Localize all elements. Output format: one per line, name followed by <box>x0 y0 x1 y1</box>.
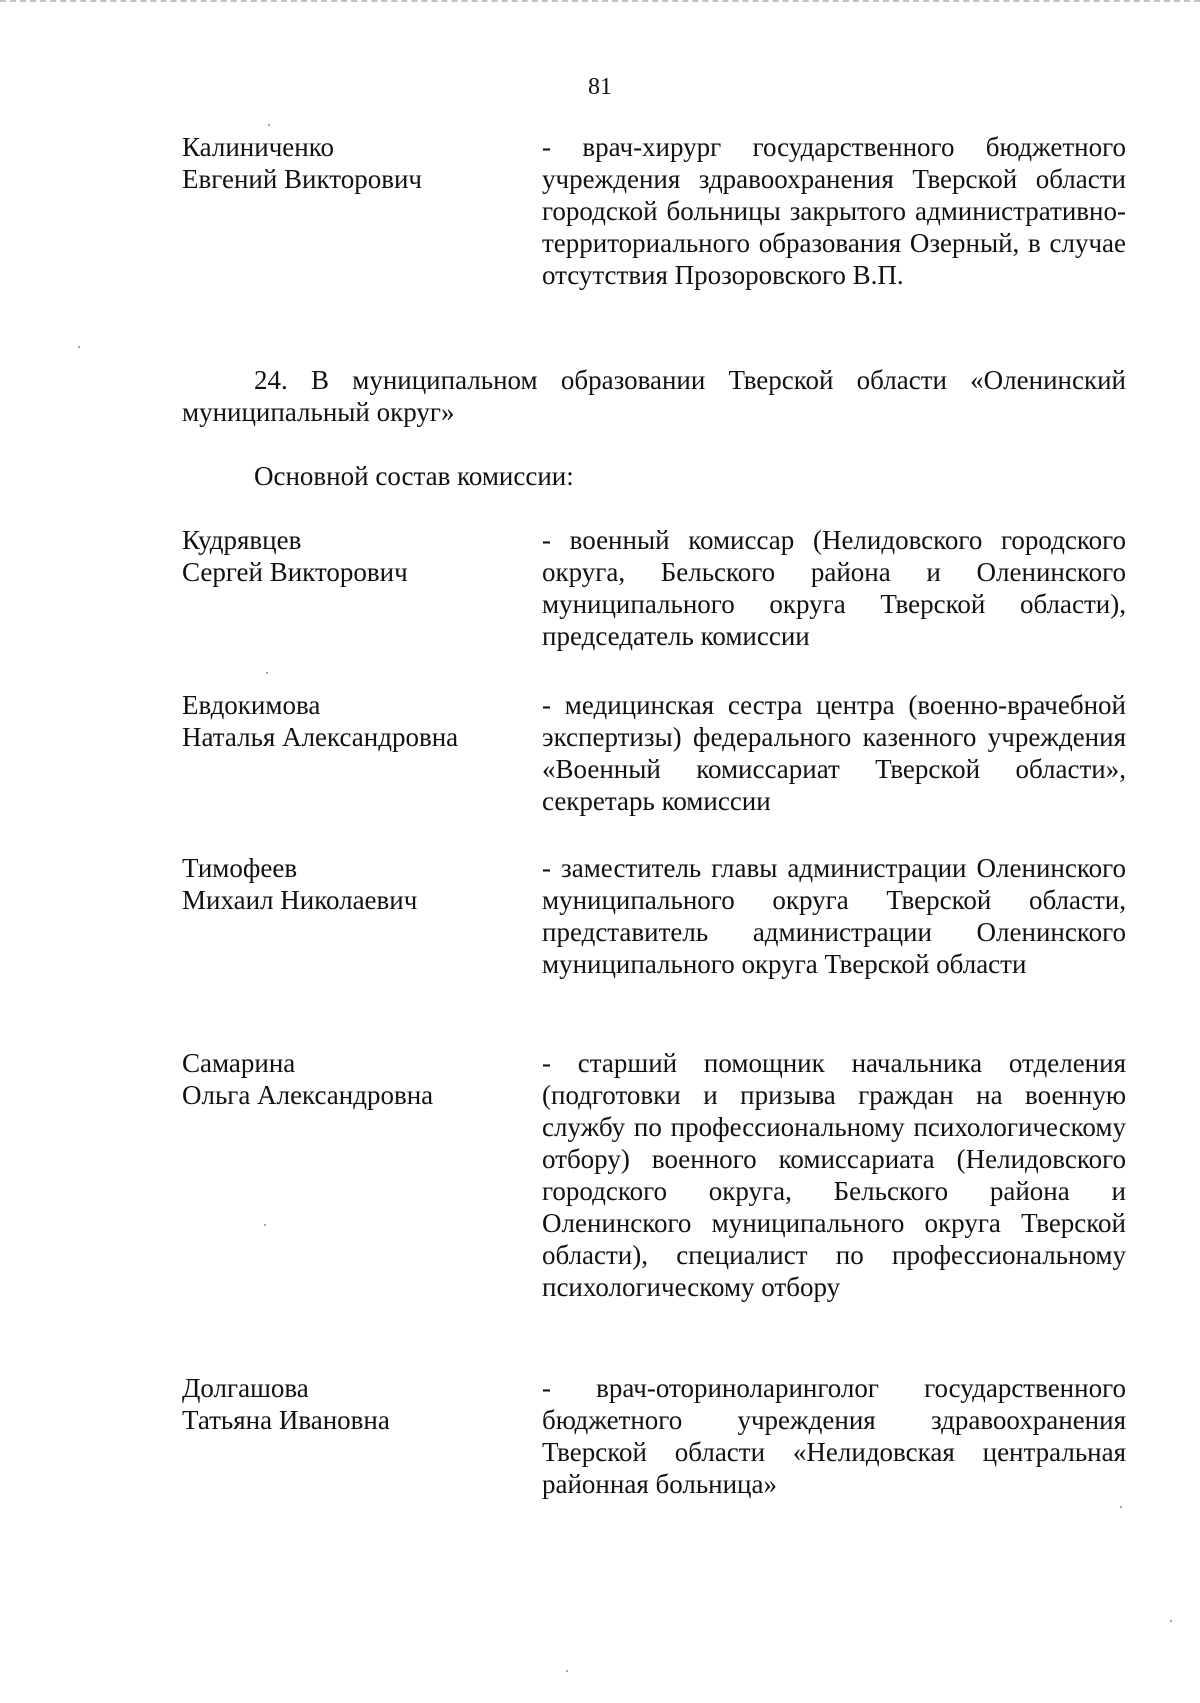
member-role: - военный комиссар (Нелидовского городского округа, Бельского района и Оленинского муниципального округа Тверской области), председатель комиссии <box>542 525 1126 651</box>
member-given-names: Ольга Александровна <box>182 1080 434 1110</box>
member-surname: Тимофеев <box>182 853 298 883</box>
page-number: 81 <box>588 74 612 100</box>
member-surname: Кудрявцев <box>182 525 302 555</box>
member-given-names: Татьяна Ивановна <box>182 1405 390 1435</box>
member-name <box>182 1372 512 1436</box>
member-role: - врач-оториноларинголог государственного бюджетного учреждения здравоохранения Тверской области «Нелидовская центральная районная больница» <box>542 1373 1126 1499</box>
member-name <box>182 689 512 753</box>
member-given-names: Наталья Александровна <box>182 722 459 752</box>
member-name <box>182 524 512 588</box>
member-role: - старший помощник начальника отделения (подготовки и призыва граждан на военную службу по профессиональному психологическому отбору) военного комиссариата (Нелидовского городского округа, Бельского района и Оленинского муниципального округа Тверской области), специалист по профессиональному психологическому отбору <box>542 1048 1126 1302</box>
member-name <box>182 1047 512 1111</box>
member-role: - медицинская сестра центра (военно-врачебной экспертизы) федерального казенного учреждения «Военный комиссариат Тверской области», секретарь комиссии <box>542 690 1126 816</box>
scan-top-edge <box>0 0 1200 2</box>
member-given-names: Сергей Викторович <box>182 557 408 587</box>
member-role: - врач-хирург государственного бюджетного учреждения здравоохранения Тверской области городской больницы закрытого административно-территориального образования Озерный, в случае отсутствия Прозоровского В.П. <box>542 132 1126 290</box>
member-surname: Евдокимова <box>182 690 321 720</box>
member-role: - заместитель главы администрации Оленинского муниципального округа Тверской области, представитель администрации Оленинского муниципального округа Тверской области <box>542 853 1126 979</box>
member-name <box>182 131 512 195</box>
commission-subheading: Основной состав комиссии: <box>254 461 574 491</box>
member-name <box>182 852 512 916</box>
section-heading <box>182 364 1126 428</box>
scan-speck <box>266 672 268 674</box>
scan-speck <box>566 1670 568 1672</box>
scan-speck <box>1170 1620 1172 1622</box>
scan-speck <box>1120 1506 1122 1508</box>
member-surname: Долгашова <box>182 1373 309 1403</box>
member-surname: Калиниченко <box>182 132 334 162</box>
member-given-names: Евгений Викторович <box>182 164 422 194</box>
scan-speck <box>264 1224 266 1226</box>
scan-speck <box>78 346 80 348</box>
member-surname: Самарина <box>182 1048 296 1078</box>
scan-speck <box>268 124 270 126</box>
member-given-names: Михаил Николаевич <box>182 885 418 915</box>
section-heading-text: 24. В муниципальном образовании Тверской области «Оленинский муниципальный округ» <box>182 365 1126 427</box>
